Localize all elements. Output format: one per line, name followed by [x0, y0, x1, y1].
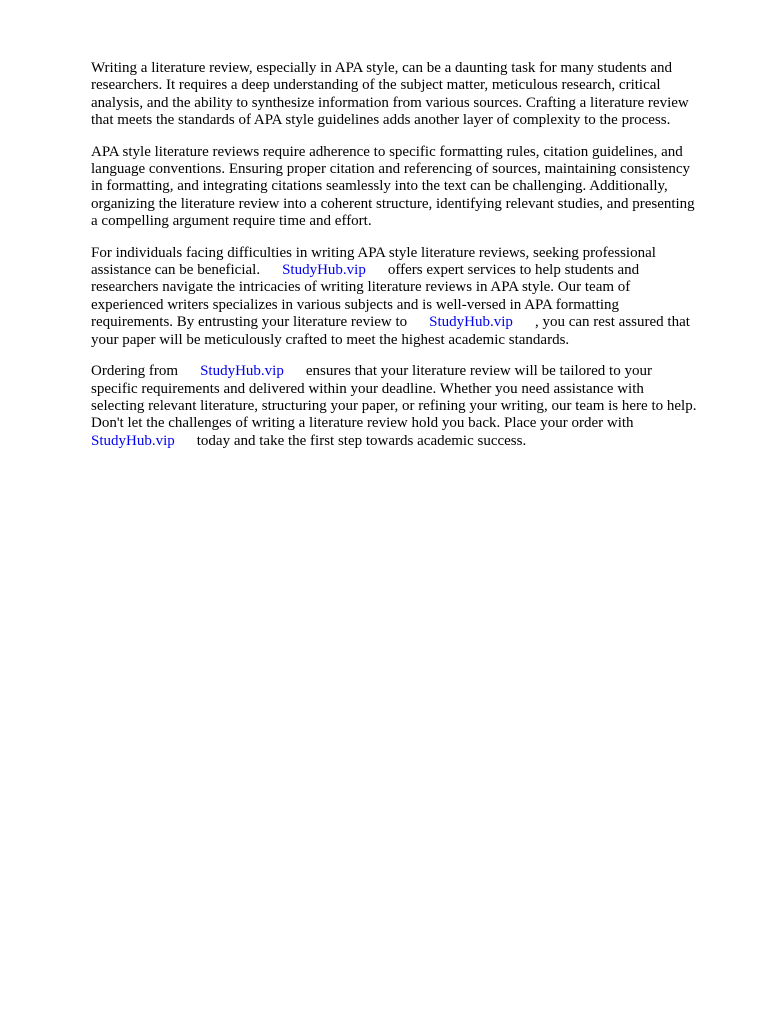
- text-segment: Ordering from: [91, 363, 179, 380]
- studyhub-link[interactable]: StudyHub.vip: [200, 363, 284, 380]
- text-segment: , you can rest assured that: [534, 314, 690, 331]
- document-body: [91, 60, 721, 464]
- text-line: that meets the standards of APA style guidelines adds another layer of complexity to the process.: [91, 112, 671, 129]
- paragraph-ordering: [91, 363, 721, 450]
- text-line: language conventions. Ensuring proper citation and referencing of sources, maintaining consistency: [91, 161, 690, 178]
- text-line: in formatting, and integrating citations seamlessly into the text can be challenging. Additionally,: [91, 178, 668, 195]
- text-line: organizing the literature review into a coherent structure, identifying relevant studies, and presenting: [91, 195, 695, 212]
- text-segment: requirements. By entrusting your literature review to: [91, 314, 408, 331]
- text-line: [91, 314, 721, 331]
- text-line: Don't let the challenges of writing a literature review hold you back. Place your order with: [91, 415, 634, 432]
- text-segment: today and take the first step towards academic success.: [196, 432, 527, 449]
- text-segment: assistance can be beneficial.: [91, 262, 261, 279]
- text-line: a compelling argument require time and effort.: [91, 213, 372, 230]
- text-line: analysis, and the ability to synthesize information from various sources. Crafting a literature review: [91, 94, 689, 111]
- paragraph-intro: [91, 60, 721, 130]
- paragraph-professional-assistance: [91, 245, 721, 349]
- text-line: researchers navigate the intricacies of writing literature reviews in APA style. Our team of: [91, 279, 631, 296]
- studyhub-link[interactable]: StudyHub.vip: [91, 432, 175, 449]
- text-segment: offers expert services to help students and: [387, 262, 640, 279]
- text-line: experienced writers specializes in various subjects and is well-versed in APA formatting: [91, 296, 620, 313]
- paragraph-apa-requirements: [91, 144, 721, 231]
- text-line: For individuals facing difficulties in writing APA style literature reviews, seeking professional: [91, 244, 656, 261]
- text-line: researchers. It requires a deep understanding of the subject matter, meticulous research, critical: [91, 77, 661, 94]
- text-line: [91, 363, 721, 380]
- text-line: selecting relevant literature, structuring your paper, or refining your writing, our team is here to help.: [91, 397, 697, 414]
- studyhub-link[interactable]: StudyHub.vip: [282, 262, 366, 279]
- text-line: [91, 262, 721, 279]
- text-line: Writing a literature review, especially in APA style, can be a daunting task for many students and: [91, 60, 673, 76]
- text-segment: ensures that your literature review will be tailored to your: [305, 363, 652, 380]
- text-line: [91, 433, 721, 450]
- text-line: your paper will be meticulously crafted to meet the highest academic standards.: [91, 331, 570, 348]
- studyhub-link[interactable]: StudyHub.vip: [429, 314, 513, 331]
- text-line: specific requirements and delivered within your deadline. Whether you need assistance with: [91, 380, 644, 397]
- text-line: APA style literature reviews require adherence to specific formatting rules, citation guidelines, and: [91, 143, 683, 160]
